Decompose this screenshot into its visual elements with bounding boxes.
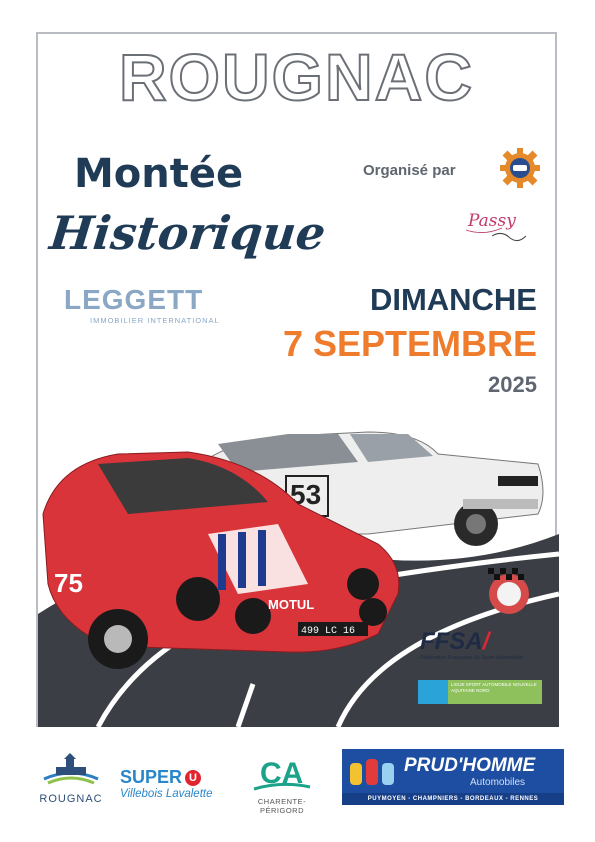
ffsa-mark: FFSA/ (420, 628, 490, 655)
asa-checkered-flag-logo (484, 566, 534, 616)
svg-text:MOTUL: MOTUL (268, 597, 315, 612)
passy-signature-logo (462, 202, 532, 248)
ffsa-logo (420, 630, 523, 661)
svg-text:Passy: Passy (468, 211, 516, 231)
race-cars-illustration (38, 384, 559, 727)
ligue-emblem (418, 680, 448, 704)
ffsa-caption: Fédération Française du Sport Automobile (420, 655, 524, 661)
prudhomme-automobiles-logo (342, 749, 564, 805)
event-title-line1: Montée (74, 151, 244, 197)
prudhomme-subtitle: Automobiles (470, 777, 526, 788)
event-title-line2: Historique (47, 206, 329, 260)
event-year: 2025 (488, 372, 537, 397)
organiser-gear-logo (500, 148, 540, 188)
prudhomme-cities: PUYMOYEN - CHAMPNIERS - BORDEAUX - RENNES (342, 793, 564, 805)
svg-text:53: 53 (290, 479, 322, 510)
event-day: DIMANCHE (369, 282, 537, 317)
super-u-name: SUPER (120, 767, 183, 787)
ligue-aquitaine-logo (418, 680, 542, 704)
svg-text:75: 75 (54, 568, 83, 598)
event-date: 7 SEPTEMBRE (282, 323, 537, 364)
credit-agricole-label: CHARENTE-PÉRIGORD (257, 797, 307, 815)
super-u-location: Villebois Lavalette (120, 788, 213, 800)
svg-text:499 LC 16: 499 LC 16 (301, 626, 356, 637)
organised-by-label: Organisé par (363, 162, 456, 179)
rougnac-label: ROUGNAC (39, 793, 103, 805)
prudhomme-name: PRUD'HOMME (404, 755, 536, 776)
poster-title: ROUGNAC (119, 40, 474, 114)
rougnac-village-logo (36, 753, 106, 805)
leggett-name: LEGGETT (64, 284, 204, 315)
sponsor-strip (0, 745, 595, 815)
credit-agricole-logo (240, 753, 324, 815)
leggett-logo (64, 286, 220, 325)
village-church-icon (36, 753, 106, 787)
ligue-text: LIGUE SPORT AUTOMOBILE NOUVELLE AQUITAINE NORD (448, 680, 542, 704)
poster-frame (36, 32, 557, 727)
super-u-badge: U (185, 770, 201, 786)
leggett-subtitle: IMMOBILIER INTERNATIONAL (90, 316, 220, 325)
cars-icon (348, 755, 398, 789)
svg-text:CA: CA (260, 757, 304, 790)
credit-agricole-emblem (240, 753, 324, 793)
super-u-logo (120, 767, 213, 800)
